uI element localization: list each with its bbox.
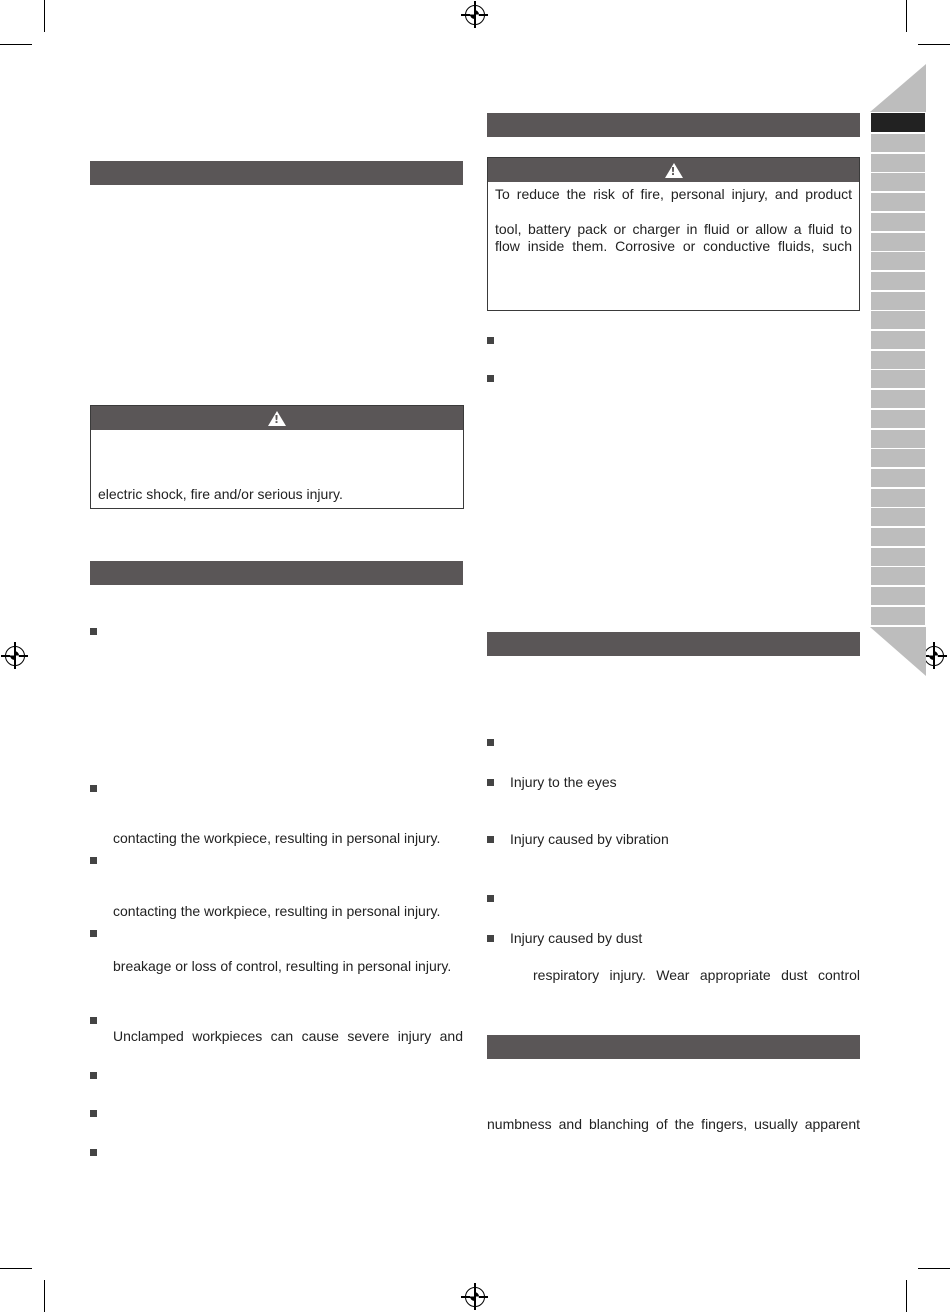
crop-mark: [44, 0, 45, 32]
bullet-text: contacting the workpiece, resulting in personal injury.: [113, 830, 441, 846]
crop-mark: [906, 0, 907, 32]
side-tab-stripe: [871, 449, 925, 467]
registration-mark-icon: [465, 5, 485, 25]
section-header-bar: [487, 1035, 860, 1059]
side-tab-stripe: [871, 193, 925, 211]
bullet-icon: [90, 1149, 97, 1156]
section-header-bar: [487, 632, 860, 656]
section-header-bar: [90, 561, 463, 585]
bullet-icon: [487, 337, 494, 344]
crop-mark: [44, 1280, 45, 1312]
warning-box: [90, 405, 464, 509]
bullet-icon: [487, 895, 494, 902]
side-tab-stripe: [871, 233, 925, 251]
warning-triangle-icon: [665, 163, 683, 178]
risk-label: Injury caused by vibration: [510, 831, 669, 847]
side-tab-stripe: [871, 508, 925, 526]
bullet-icon: [90, 1072, 97, 1079]
section-header-bar: [487, 113, 860, 137]
risk-text: respiratory injury. Wear appropriate dust control: [533, 967, 860, 983]
warning-box-header: [91, 406, 463, 430]
side-tab-active: [871, 113, 925, 132]
warning-text: electric shock, fire and/or serious injury.: [98, 486, 343, 502]
side-tab-stripe: [871, 351, 925, 369]
bullet-icon: [90, 785, 97, 792]
side-tab-stripe: [871, 173, 925, 191]
warning-box: [487, 157, 860, 311]
side-tab-stripe: [871, 252, 925, 270]
registration-mark-icon: [465, 1287, 485, 1307]
bullet-icon: [90, 857, 97, 864]
side-tab-stripe: [871, 272, 925, 290]
side-tab-stripe: [871, 489, 925, 507]
side-tab-stripe: [871, 528, 925, 546]
side-tab-stripe: [871, 292, 925, 310]
bullet-icon: [90, 1017, 97, 1024]
side-tab-stripe: [871, 370, 925, 388]
risk-label: Injury caused by dust: [510, 930, 643, 946]
side-tab-stripe: [871, 469, 925, 487]
side-tab-stripe: [871, 311, 925, 329]
side-tab-stripe: [871, 390, 925, 408]
bullet-text: breakage or loss of control, resulting in personal injury.: [113, 958, 452, 974]
bullet-icon: [487, 935, 494, 942]
crop-mark: [906, 1280, 907, 1312]
side-tab-stripe: [871, 134, 925, 152]
crop-mark: [0, 44, 32, 45]
bullet-icon: [487, 375, 494, 382]
crop-mark: [918, 44, 950, 45]
bullet-icon: [487, 779, 494, 786]
risk-label: Injury to the eyes: [510, 774, 617, 790]
bullet-icon: [90, 930, 97, 937]
side-tab-stripe: [871, 548, 925, 566]
vibration-text: numbness and blanching of the fingers, usually apparent: [487, 1116, 860, 1132]
crop-mark: [0, 1268, 32, 1269]
bullet-text: contacting the workpiece, resulting in personal injury.: [113, 903, 441, 919]
side-tab-stripe: [871, 213, 925, 231]
side-tab-stripe: [871, 331, 925, 349]
warning-triangle-icon: [268, 411, 286, 426]
side-tab-stripe: [871, 430, 925, 448]
side-tab-stripe: [871, 607, 925, 625]
side-tab-stripe: [871, 567, 925, 585]
side-tab-stripe: [871, 154, 925, 172]
registration-mark-icon: [924, 646, 944, 666]
warning-text: To reduce the risk of fire, personal injury, and product: [495, 186, 852, 202]
bullet-text: Unclamped workpieces can cause severe injury and: [113, 1028, 463, 1044]
bullet-icon: [90, 628, 97, 635]
registration-mark-icon: [5, 646, 25, 666]
bullet-icon: [487, 836, 494, 843]
side-tab-stripe: [871, 410, 925, 428]
warning-box-header: [488, 158, 859, 182]
warning-text: flow inside them. Corrosive or conductive fluids, such: [495, 238, 852, 254]
warning-text: tool, battery pack or charger in fluid or allow a fluid to: [495, 221, 852, 237]
section-header-bar: [90, 161, 463, 185]
bullet-icon: [487, 739, 494, 746]
side-tab-stripe: [871, 587, 925, 605]
bullet-icon: [90, 1110, 97, 1117]
crop-mark: [918, 1268, 950, 1269]
